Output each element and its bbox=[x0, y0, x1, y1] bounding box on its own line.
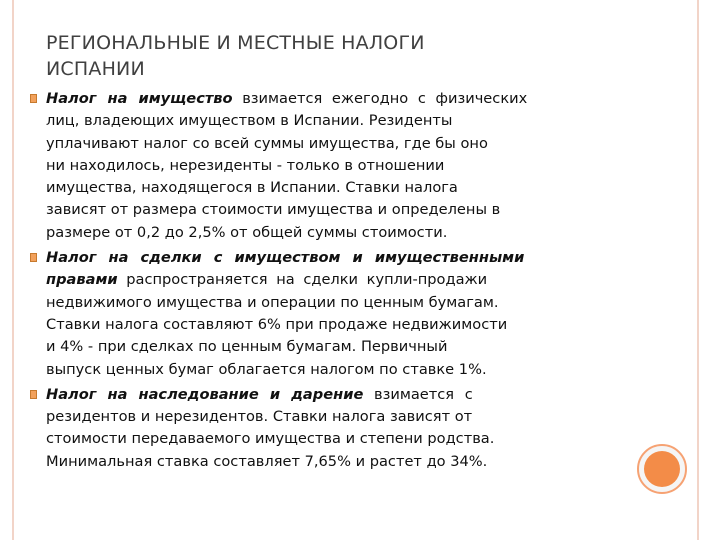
item-line: имущества, находящегося в Испании. Ставки налога bbox=[46, 179, 458, 197]
item-term: Налог на наследование и дарение bbox=[46, 385, 364, 403]
item-line: и 4% - при сделках по ценным бумагам. Первичный bbox=[46, 338, 448, 356]
item-text: взимается ежегодно с физических bbox=[232, 90, 528, 107]
bullet-icon bbox=[30, 94, 37, 103]
item-text: взимается с bbox=[363, 385, 473, 403]
item-line bbox=[46, 247, 650, 269]
item-line: резидентов и нерезидентов. Ставки налога зависят от bbox=[46, 408, 473, 426]
item-line: стоимости передаваемого имущества и степени родства. bbox=[46, 430, 495, 448]
item-line: размере от 0,2 до 2,5% от общей суммы стоимости. bbox=[46, 223, 448, 241]
slide-title bbox=[46, 30, 566, 82]
item-line: недвижимого имущества и операции по ценным бумагам. bbox=[46, 293, 499, 311]
item-line: уплачивают налог со всей суммы имущества, где бы оно bbox=[46, 134, 488, 152]
item-line bbox=[46, 384, 650, 406]
item-line bbox=[46, 88, 650, 110]
decorative-circle-icon bbox=[637, 444, 687, 494]
list-item-inheritance-tax bbox=[30, 384, 650, 473]
item-line: зависят от размера стоимости имущества и определены в bbox=[46, 201, 501, 219]
list-item-transaction-tax bbox=[30, 247, 650, 381]
bullet-icon bbox=[30, 253, 37, 262]
item-line bbox=[46, 269, 650, 291]
bullet-icon bbox=[30, 390, 37, 399]
item-text: распространяется на сделки купли-продажи bbox=[117, 271, 488, 289]
item-line: лиц, владеющих имуществом в Испании. Резиденты bbox=[46, 112, 453, 130]
item-term: Налог на имущество bbox=[46, 90, 233, 107]
item-term: Налог на сделки с имуществом и имущественными bbox=[46, 249, 525, 267]
item-line: ни находилось, нерезиденты - только в отношении bbox=[46, 156, 445, 174]
title-line-1: РЕГИОНАЛЬНЫЕ И МЕСТНЫЕ НАЛОГИ bbox=[46, 32, 425, 54]
item-line: Минимальная ставка составляет 7,65% и растет до 34%. bbox=[46, 452, 488, 470]
item-line: выпуск ценных бумаг облагается налогом по ставке 1%. bbox=[46, 360, 487, 378]
item-line: Ставки налога составляют 6% при продаже недвижимости bbox=[46, 315, 508, 333]
list-item-property-tax bbox=[30, 88, 650, 244]
right-border-line bbox=[697, 0, 699, 540]
left-border-line bbox=[12, 0, 14, 540]
item-term: правами bbox=[46, 271, 118, 289]
content-list bbox=[30, 88, 650, 476]
title-line-2: ИСПАНИИ bbox=[46, 58, 145, 80]
decorative-circle-inner bbox=[644, 451, 680, 487]
